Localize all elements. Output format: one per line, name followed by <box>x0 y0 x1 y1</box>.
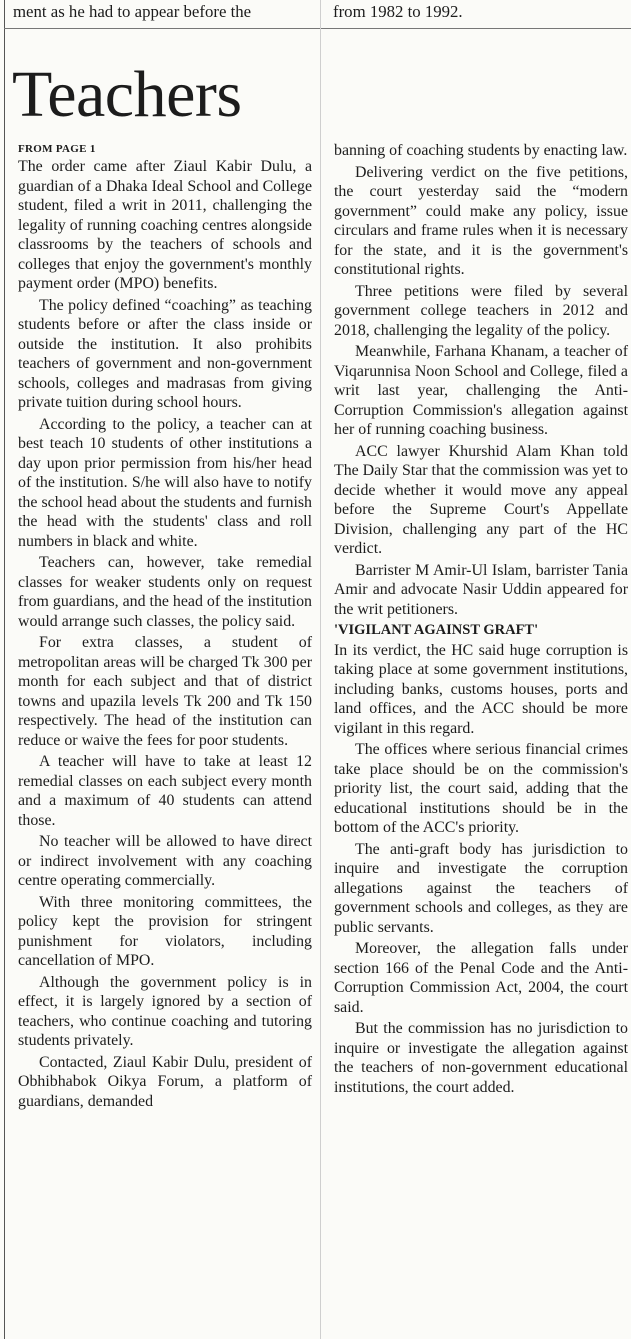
paragraph: The anti-graft body has jurisdiction to inquire and investigate the corruption allegations against the teachers of government schools and colleges, as they are public servants. <box>334 840 628 936</box>
paragraph: Delivering verdict on the five petitions, the court yesterday said the “modern government” could make any policy, issue circulars and frame rules when it is necessary for the state, and it is the government's constitutional rights. <box>334 163 628 278</box>
article-subhead: 'VIGILANT AGAINST GRAFT' <box>334 622 539 638</box>
paragraph: For extra classes, a student of metropolitan areas will be charged Tk 300 per month for each subject and that of district towns and upazila levels Tk 200 and Tk 150 respectively. The head of the institution can reduce or waive the fees for poor students. <box>18 634 312 749</box>
paragraph: Teachers can, however, take remedial classes for weaker students only on request from guardians, and the head of the institution would arrange such classes, the policy said. <box>18 554 312 630</box>
paragraph: A teacher will have to take at least 12 remedial classes on each subject every month and a maximum of 40 students can attend those. <box>18 753 312 829</box>
paragraph: Contacted, Ziaul Kabir Dulu, president of Obhibhabok Oikya Forum, a platform of guardians, demanded <box>18 1053 312 1110</box>
paragraph: According to the policy, a teacher can at best teach 10 students of other institutions a day upon prior permission from his/her head of the institution. S/he will also have to notify the school head about the students and furnish the head with the students' class and roll numbers in black and white. <box>18 415 312 550</box>
article-column-right <box>334 141 628 1099</box>
left-border-rule <box>4 0 5 1339</box>
paragraph: banning of coaching students by enacting law. <box>334 142 628 159</box>
paragraph: No teacher will be allowed to have direct or indirect involvement with any coaching centre operating commercially. <box>18 833 312 889</box>
paragraph: The order came after Ziaul Kabir Dulu, a guardian of a Dhaka Ideal School and College student, filed a writ in 2011, challenging the legality of running coaching centres alongside classrooms by the teachers of schools and colleges that enjoy the government's monthly payment order (MPO) benefits. <box>18 158 312 292</box>
paragraph: Meanwhile, Farhana Khanam, a teacher of Viqarunnisa Noon School and College, filed a writ last year, challenging the Anti-Corruption Commission's allegation against her of running coaching business. <box>334 343 628 438</box>
paragraph: Three petitions were filed by several government college teachers in 2012 and 2018, challenging the legality of the policy. <box>334 282 628 339</box>
paragraph: With three monitoring committees, the policy kept the provision for stringent punishment for violators, including cancellation of MPO. <box>18 893 312 969</box>
column-divider <box>320 0 321 1339</box>
article-column-left <box>18 157 312 1113</box>
paragraph: The policy defined “coaching” as teaching students before or after the class inside or outside the institution. It also prohibits teachers of government and non-government schools, colleges and madrasas from giving private tuition during school hours. <box>18 296 312 411</box>
previous-article-fragment-left: ment as he had to appear before the <box>13 2 252 21</box>
previous-article-fragment-right: from 1982 to 1992. <box>333 2 463 21</box>
paragraph: Moreover, the allegation falls under section 166 of the Penal Code and the Anti-Corruption Commission Act, 2004, the court said. <box>334 940 628 1016</box>
paragraph: In its verdict, the HC said huge corruption is taking place at some government institutions, including banks, customs houses, ports and land offices, and the ACC should be more vigilant in this regard. <box>334 641 628 737</box>
continuation-kicker: FROM PAGE 1 <box>18 143 96 155</box>
top-divider-rule <box>4 28 631 29</box>
paragraph: ACC lawyer Khurshid Alam Khan told The Daily Star that the commission was yet to decide whether it would move any appeal before the Supreme Court's Appellate Division, challenging any part of the HC verdict. <box>334 442 628 557</box>
paragraph: Although the government policy is in effect, it is largely ignored by a section of teachers, who continue coaching and tutoring students privately. <box>18 973 312 1049</box>
paragraph: Barrister M Amir-Ul Islam, barrister Tania Amir and advocate Nasir Uddin appeared for the writ petitioners. <box>334 561 628 618</box>
paragraph: But the commission has no jurisdiction to inquire or investigate the allegation against the teachers of non-government educational institutions, the court added. <box>334 1020 628 1096</box>
article-headline: Teachers <box>12 58 242 131</box>
paragraph: The offices where serious financial crimes take place should be on the commission's priority list, the court said, adding that the educational institutions should be in the bottom of the ACC's priority. <box>334 741 628 836</box>
